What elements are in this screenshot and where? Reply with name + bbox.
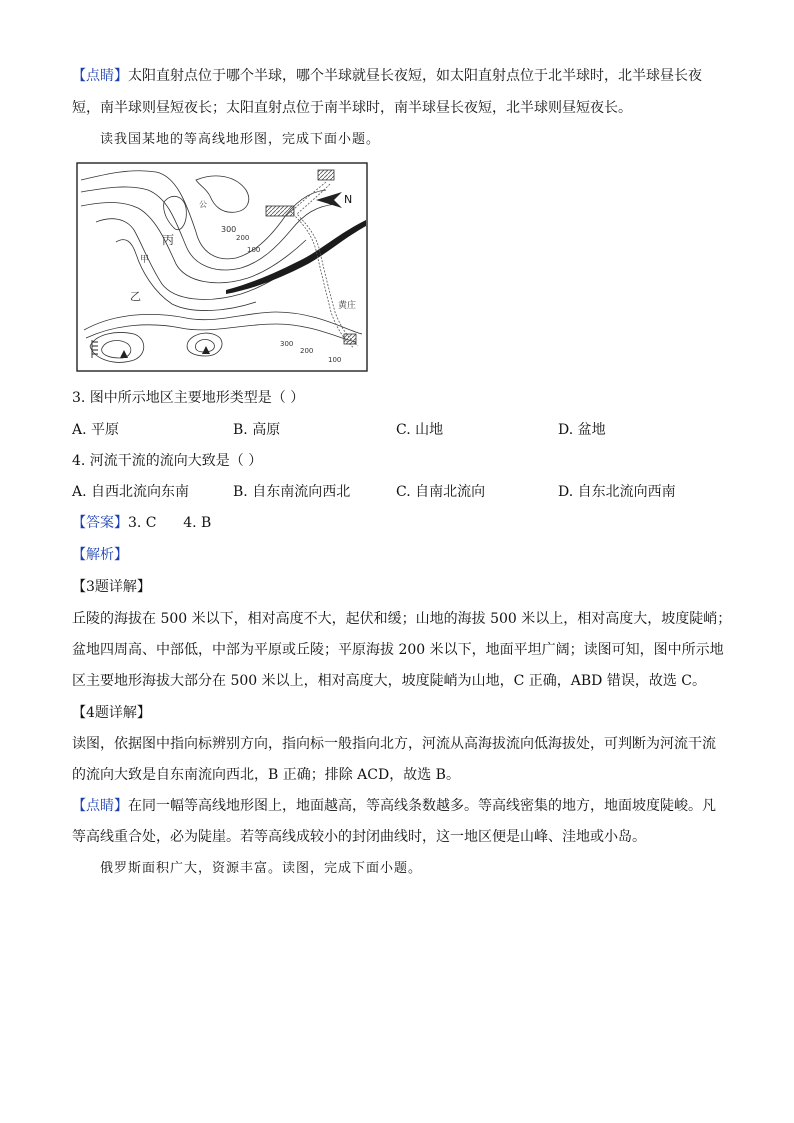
tip2-text-line-2: 等高线重合处，必为陡崖。若等高线成较小的封闭曲线时，这一地区便是山峰、洼地或小岛。 bbox=[72, 829, 646, 845]
question-3-stem: 3. 图中所示地区主要地形类型是（ ） bbox=[72, 390, 305, 406]
detail-3-line-1: 丘陵的海拔在 500 米以下，相对高度不大，起伏和缓；山地的海拔 500 米以上，相对高度大，坡度陡峭； bbox=[72, 611, 732, 627]
contour-label-200a: 200 bbox=[236, 234, 250, 242]
q3-option-d: D. 盆地 bbox=[558, 422, 606, 438]
north-label: N bbox=[344, 193, 353, 206]
tip-text-line-2: 短，南半球则昼短夜长；太阳直射点位于南半球时，南半球昼长夜短，北半球则昼短夜长。 bbox=[72, 100, 632, 116]
detail-3-line-2: 盆地四周高、中部低，中部为平原或丘陵；平原海拔 200 米以下，地面平坦广阔；读图可知，图中所示地 bbox=[72, 642, 724, 658]
tip-text-line-1: 太阳直射点位于哪个半球，哪个半球就昼长夜短，如太阳直射点位于北半球时，北半球昼长夜 bbox=[128, 68, 702, 84]
q4-option-c: C. 自南北流向 bbox=[396, 484, 486, 500]
contour-label-300a: 300 bbox=[221, 225, 237, 234]
q3-option-b: B. 高原 bbox=[233, 422, 281, 438]
label-town: 黄庄 bbox=[338, 301, 357, 311]
tip-tag: 【点睛】 bbox=[72, 68, 128, 84]
tip-tag: 【点睛】 bbox=[72, 798, 128, 814]
tip-paragraph-2 bbox=[72, 796, 716, 816]
label-bing: 丙 bbox=[162, 233, 175, 247]
detail-4-line-2: 的流向大致是自东南流向西北，B 正确；排除 ACD，故选 B。 bbox=[72, 767, 460, 783]
question-4-stem: 4. 河流干流的流向大致是（ ） bbox=[72, 453, 263, 469]
detail-4-tag: 【4题详解】 bbox=[72, 705, 151, 721]
label-gong: 公 bbox=[199, 200, 207, 209]
contour-label-200b: 200 bbox=[300, 347, 314, 355]
q3-option-a: A. 平原 bbox=[72, 422, 120, 438]
q4-option-b: B. 自东南流向西北 bbox=[233, 484, 351, 500]
q4-option-d: D. 自东北流向西南 bbox=[558, 484, 676, 500]
settlement-block bbox=[318, 170, 334, 180]
label-yi: 乙 bbox=[130, 290, 141, 303]
tip-paragraph-1 bbox=[72, 66, 702, 86]
q3-option-c: C. 山地 bbox=[396, 422, 444, 438]
tip2-text-line-1: 在同一幅等高线地形图上，地面越高，等高线条数越多。等高线密集的地方，地面坡度陡峻。凡 bbox=[128, 798, 716, 814]
contour-map bbox=[76, 162, 368, 372]
answer-line bbox=[72, 513, 211, 533]
answer-text: 3. C 4. B bbox=[128, 515, 212, 531]
contour-label-300b: 300 bbox=[280, 340, 294, 348]
settlement-block bbox=[344, 334, 356, 344]
question-intro-1: 读我国某地的等高线地形图，完成下面小题。 bbox=[100, 132, 381, 147]
answer-tag: 【答案】 bbox=[72, 515, 128, 531]
analysis-tag: 【解析】 bbox=[72, 547, 128, 563]
map-frame bbox=[77, 163, 367, 371]
contour-label-100a: 100 bbox=[247, 246, 261, 254]
label-jia: 甲 bbox=[140, 255, 150, 265]
detail-3-line-3: 区主要地形海拔大部分在 500 米以上，相对高度大，坡度陡峭为山地，C 正确，ABD 错误，故选 C。 bbox=[72, 673, 707, 689]
q4-option-a: A. 自西北流向东南 bbox=[72, 484, 190, 500]
settlement-block bbox=[266, 206, 294, 216]
contour-label-100b: 100 bbox=[328, 356, 342, 364]
question-intro-2: 俄罗斯面积广大，资源丰富。读图，完成下面小题。 bbox=[100, 861, 423, 876]
detail-4-line-1: 读图，依据图中指向标辨别方向，指向标一般指向北方，河流从高海拔流向低海拔处，可判断为河流干流 bbox=[72, 736, 716, 752]
detail-3-tag: 【3题详解】 bbox=[72, 579, 151, 595]
